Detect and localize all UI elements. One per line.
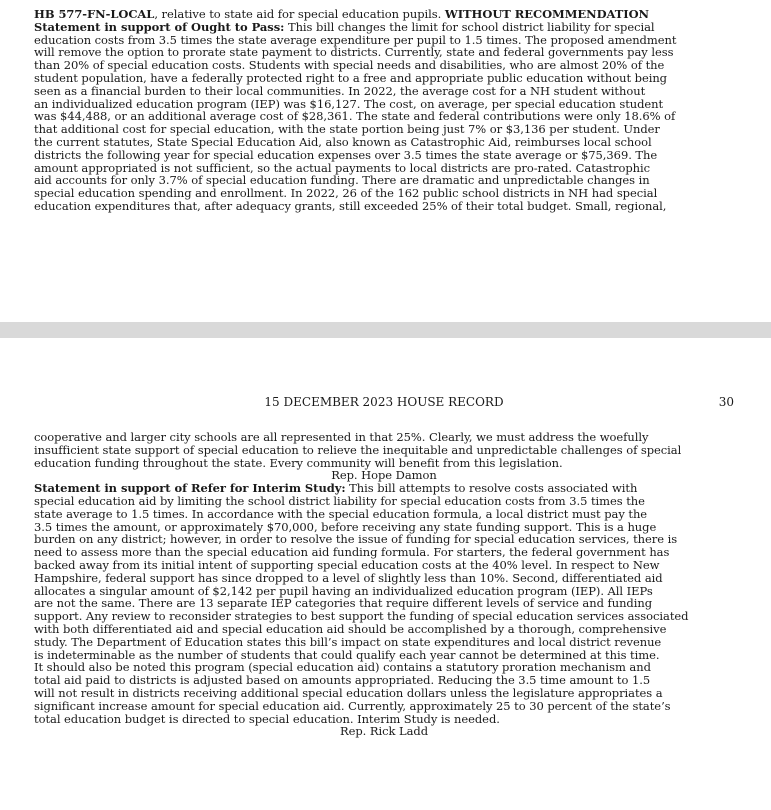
statement-text-line: are not the same. There are 13 separate IEP categories that require different levels of service and funding <box>34 596 653 611</box>
statement-text-line: districts the following year for special education expenses over 3.5 times the state average or $75,369. The <box>34 147 658 162</box>
page-number: 30 <box>718 395 734 409</box>
signature-hope-damon: Rep. Hope Damon <box>331 468 437 483</box>
statement-text-line: amount appropriated is not sufficient, so the actual payments to local districts are pro-rated. Catastrophic <box>34 160 650 175</box>
statement-text-line: need to assess more than the special education aid funding formula. For starters, the federal government has <box>34 545 670 560</box>
statement-text-line: state average to 1.5 times. In accordance with the special education formula, a local district must pay the <box>34 506 648 521</box>
bill-title: , relative to state aid for special education pupils. <box>154 7 445 21</box>
record-title: 15 DECEMBER 2023 HOUSE RECORD <box>264 395 504 409</box>
statement-heading-ought-to-pass: Statement in support of Ought to Pass: <box>34 19 285 34</box>
statement-text-line: Hampshire, federal support has since dropped to a level of slightly less than 10%. Second, differentiated aid <box>34 570 663 585</box>
statement-text-line: than 20% of special education costs. Students with special needs and disabilities, who are almost 20% of the <box>34 58 665 73</box>
statement-text-line: is indeterminable as the number of students that could qualify each year cannot be determined at this time. <box>34 647 660 662</box>
page-header <box>34 394 734 410</box>
statement-text-line: an individualized education program (IEP) was $16,127. The cost, on average, per special education student <box>34 96 664 111</box>
statement-text-line: study. The Department of Education states this bill’s impact on state expenditures and local district revenue <box>34 634 662 649</box>
statement-text-line: will remove the option to prorate state payment to districts. Currently, state and federal governments pay less <box>34 45 674 60</box>
bottom-page <box>0 338 771 810</box>
statement-text-line: with both differentiated aid and special education aid should be accomplished by a thorough, comprehensive <box>34 621 667 636</box>
top-page-text <box>34 8 734 213</box>
statement-text-line: This bill changes the limit for school district liability for special <box>284 19 655 34</box>
statement-text-line: will not result in districts receiving additional special education dollars unless the legislature appropriates a <box>34 685 663 700</box>
statement-text-line: aid accounts for only 3.7% of special education funding. There are dramatic and unpredictable changes in <box>34 173 650 188</box>
statement-text-line: was $44,488, or an additional average cost of $28,361. The state and federal contributions were only 18.6% of <box>34 109 676 124</box>
statement-text-line: that additional cost for special education, with the state portion being just 7% or $3,136 per student. Under <box>34 122 660 137</box>
statement-text-line: seen as a financial burden to their local communities. In 2022, the average cost for a NH student without <box>34 83 646 98</box>
statement-text-line: education expenditures that, after adequacy grants, still exceeded 25% of their total budget. Small, regional, <box>34 198 667 213</box>
bill-id: HB 577-FN-LOCAL <box>34 7 155 21</box>
top-page <box>0 0 771 322</box>
page-divider <box>0 322 771 338</box>
statement-text-line: education costs from 3.5 times the state average expenditure per pupil to 1.5 times. The proposed amendment <box>34 32 677 47</box>
statement-text-line: student population, have a federally protected right to a free and appropriate public education without being <box>34 70 667 85</box>
statement-text-line: special education aid by limiting the school district liability for special education costs from 3.5 times the <box>34 493 645 508</box>
continuation-text-line: insufficient state support of special education to relieve the inequitable and unpredictable challenges of special <box>34 442 682 457</box>
statement-text-line: It should also be noted this program (special education aid) contains a statutory proration mechanism and <box>34 660 651 675</box>
statement-text-line: allocates a singular amount of $2,142 per pupil having an individualized education program (IEP). All IEPs <box>34 583 653 598</box>
statement-text-line: This bill attempts to resolve costs associated with <box>345 481 638 496</box>
statement-text-line: special education spending and enrollment. In 2022, 26 of the 162 public school districts in NH had special <box>34 186 658 201</box>
statement-heading-line <box>34 21 734 34</box>
statement-text-line: significant increase amount for special education aid. Currently, approximately 25 to 30 percent of the state’s <box>34 698 671 713</box>
statement-text-line: total education budget is directed to special education. Interim Study is needed. <box>34 711 500 726</box>
bottom-page-text <box>34 431 734 738</box>
statement-text-line: burden on any district; however, in order to resolve the issue of funding for special education services, there is <box>34 532 678 547</box>
statement-text-line: total aid paid to districts is adjusted based on amounts appropriated. Reducing the 3.5 time amount to 1.5 <box>34 673 651 688</box>
signature-rick-ladd: Rep. Rick Ladd <box>339 724 429 739</box>
statement-text-line: backed away from its initial intent of supporting special education costs at the 40% level. In respect to New <box>34 557 660 572</box>
statement-text-line: support. Any review to reconsider strategies to best support the funding of special education services associated <box>34 609 689 624</box>
statement-text-line: 3.5 times the amount, or approximately $70,000, before receiving any state funding support. This is a huge <box>34 519 657 534</box>
continuation-text-line: cooperative and larger city schools are all represented in that 25%. Clearly, we must address the woefully <box>34 430 649 444</box>
statement-heading-interim-study: Statement in support of Refer for Interim Study: <box>34 481 346 496</box>
statement-text-line: the current statutes, State Special Education Aid, also known as Catastrophic Aid, reimburses local school <box>34 134 652 149</box>
continuation-text-line: education funding throughout the state. Every community will benefit from this legislation. <box>34 455 563 470</box>
bill-recommendation: WITHOUT RECOMMENDATION <box>444 7 650 21</box>
